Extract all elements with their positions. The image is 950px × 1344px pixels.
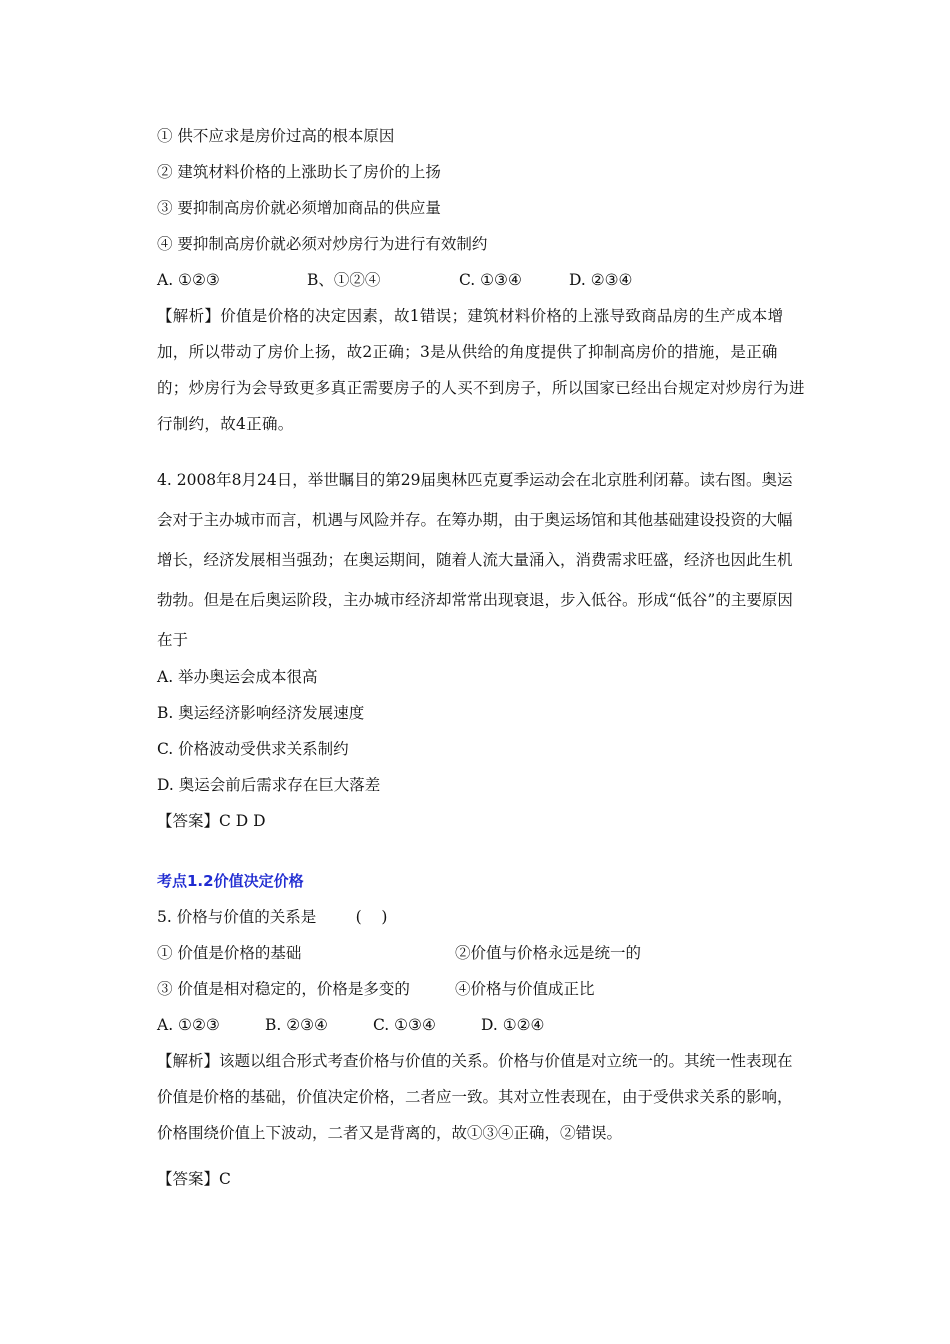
q5-item-2: ②价值与价格永远是统一的 [455, 944, 642, 962]
q5-option-c: C. ①③④ [373, 1016, 436, 1034]
q5-option-a: A. ①②③ [157, 1016, 220, 1034]
q5-items-row-1 [157, 943, 641, 963]
q4-answer: 【答案】C D D [157, 812, 266, 830]
q4-option-a: A. 举办奥运会成本很高 [157, 668, 318, 686]
q5-item-1: ① 价值是价格的基础 [157, 944, 302, 962]
q5-options [157, 1015, 544, 1035]
q5-stem: 5. 价格与价值的关系是 ( ) [157, 908, 388, 926]
q4-option-d: D. 奥运会前后需求存在巨大落差 [157, 776, 381, 794]
q3-item-2: ② 建筑材料价格的上涨助长了房价的上扬 [157, 163, 441, 181]
q5-answer: 【答案】C [157, 1170, 231, 1188]
q3-option-b: B、①②④ [307, 271, 381, 289]
q4-option-c: C. 价格波动受供求关系制约 [157, 740, 349, 758]
q3-item-4: ④ 要抑制高房价就必须对炒房行为进行有效制约 [157, 235, 488, 253]
q4-option-b: B. 奥运经济影响经济发展速度 [157, 704, 365, 722]
q3-option-d: D. ②③④ [569, 271, 633, 289]
q5-item-4: ④价格与价值成正比 [455, 980, 595, 998]
q5-option-d: D. ①②④ [481, 1016, 545, 1034]
q3-item-3: ③ 要抑制高房价就必须增加商品的供应量 [157, 199, 441, 217]
q5-items-row-2 [157, 979, 595, 999]
section-heading: 考点1.2价值决定价格 [157, 872, 304, 890]
q3-option-a: A. ①②③ [157, 271, 220, 289]
q3-item-1: ① 供不应求是房价过高的根本原因 [157, 127, 395, 145]
q5-option-b: B. ②③④ [265, 1016, 328, 1034]
q3-options [157, 270, 632, 290]
q4-stem: 4. 2008年8月24日，举世瞩目的第29届奥林匹克夏季运动会在北京胜利闭幕。读右图。奥运会对于主办城市而言，机遇与风险并存。在筹办期，由于奥运场馆和其他基础建设投资的大幅增长，经济发展相当强劲；在奥运期间，随着人流大量涌入，消费需求旺盛，经济也因此生机勃勃。但是在后奥运阶段，主办城市经济却常常出现衰退，步入低谷。形成“低谷”的主要原因在于 [157, 471, 793, 649]
q5-analysis: 【解析】该题以组合形式考查价格与价值的关系。价格与价值是对立统一的。其统一性表现在价值是价格的基础，价值决定价格，二者应一致。其对立性表现在，由于受供求关系的影响，价格围绕价值上下波动，二者又是背离的，故①③④正确，②错误。 [157, 1052, 793, 1142]
q3-analysis: 【解析】价值是价格的决定因素，故1错误；建筑材料价格的上涨导致商品房的生产成本增加，所以带动了房价上扬，故2正确；3是从供给的角度提供了抑制高房价的措施，是正确的；炒房行为会导致更多真正需要房子的人买不到房子，所以国家已经出台规定对炒房行为进行制约，故4正确。 [157, 307, 805, 433]
q3-option-c: C. ①③④ [459, 271, 522, 289]
q5-item-3: ③ 价值是相对稳定的，价格是多变的 [157, 980, 410, 998]
